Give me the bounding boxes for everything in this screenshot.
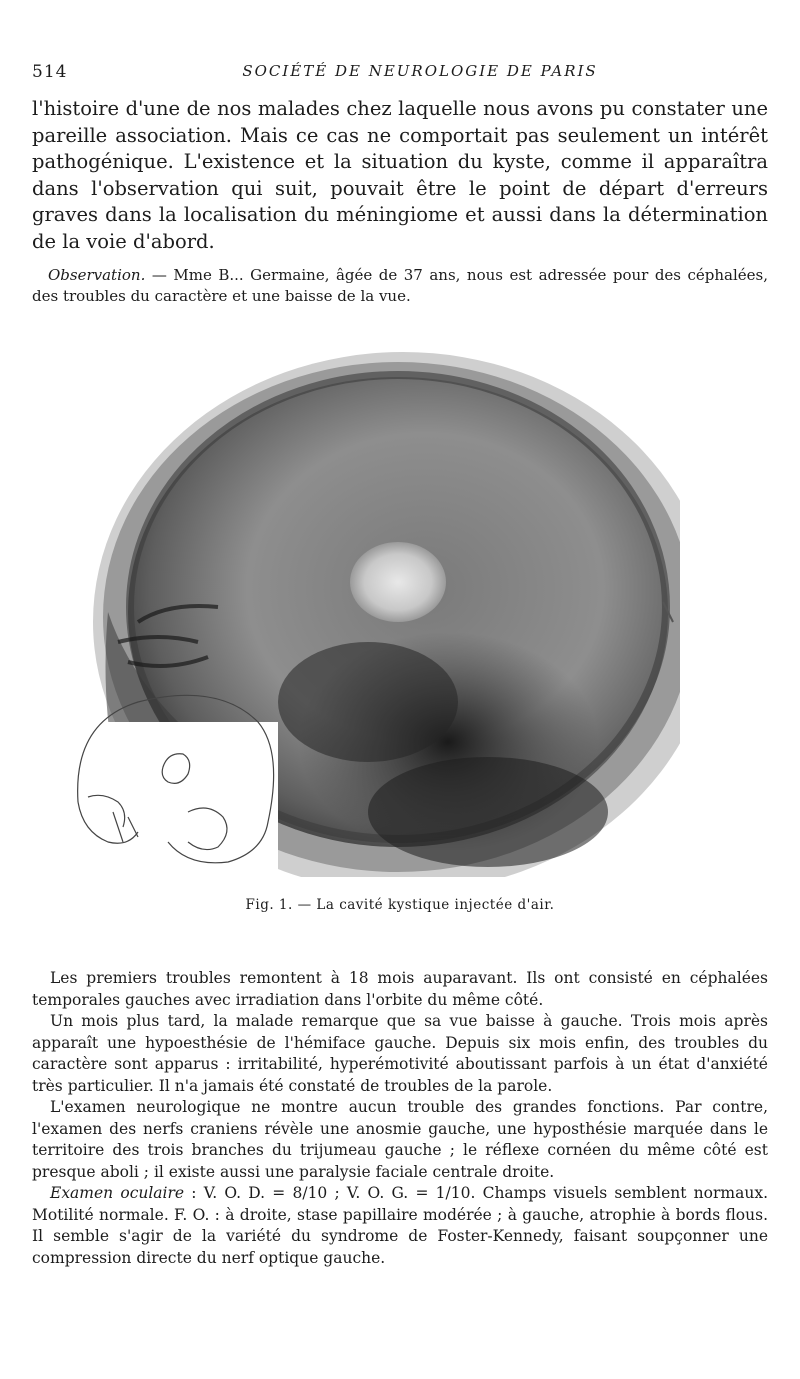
figure-caption: Fig. 1. — La cavité kystique injectée d'air. [245,897,555,913]
body-text [32,968,768,1269]
observation-paragraph [32,265,768,307]
observation-text: — Mme B... Germaine, âgée de 37 ans, nous est adressée pour des céphalées, des troubles du caractère et une baisse de la vue. [32,266,768,305]
observation-label: Observation. [48,266,146,284]
body-paragraph-3: L'examen neurologique ne montre aucun trouble des grandes fonctions. Par contre, l'examen des nerfs craniens révèle une anosmie gauche, une hyposthésie marquée dans le territoire des trois branches du trijumeau gauche ; le réflexe cornéen du même côté est presque aboli ; il existe aussi une paralysie faciale centrale droite. [32,1098,768,1181]
exam-label: Examen oculaire [50,1184,185,1202]
page-number: 514 [32,62,68,82]
body-paragraph-2: Un mois plus tard, la malade remarque que sa vue baisse à gauche. Trois mois après apparaît une hypoesthésie de l'hémiface gauche. Depuis six mois enfin, des troubles du caractère sont apparus : irritabilité, hyperémotivité aboutissant parfois à un état d'anxiété très particulier. Il n'a jamais été constaté de troubles de la parole. [32,1012,768,1095]
skull-xray-image [68,342,680,877]
lead-paragraph [32,96,768,255]
exam-text: : V. O. D. = 8/10 ; V. O. G. = 1/10. Champs visuels semblent normaux. Motilité normale. F. O. : à droite, stase papillaire modérée ; à gauche, atrophie à bords flous. Il semble s'agir de la variété du syndrome de Foster-Kennedy, faisant soupçonner une compression directe du nerf optique gauche. [32,1184,768,1267]
lead-text: l'histoire d'une de nos malades chez laquelle nous avons pu constater une pareille association. Mais ce cas ne comportait pas seulement un intérêt pathogénique. L'existence et la situation du kyste, comme il apparaîtra dans l'observation qui suit, pouvait être le point de départ d'erreurs graves dans la localisation du méningiome et aussi dans la détermination de la voie d'abord. [32,97,768,253]
body-paragraph-4 [32,1183,768,1269]
xray-figure [68,342,680,877]
body-paragraph-1: Les premiers troubles remontent à 18 mois auparavant. Ils ont consisté en céphalées temporales gauches avec irradiation dans l'orbite du même côté. [32,969,768,1009]
page-header [32,62,768,86]
running-title: SOCIÉTÉ DE NEUROLOGIE DE PARIS [242,62,598,80]
